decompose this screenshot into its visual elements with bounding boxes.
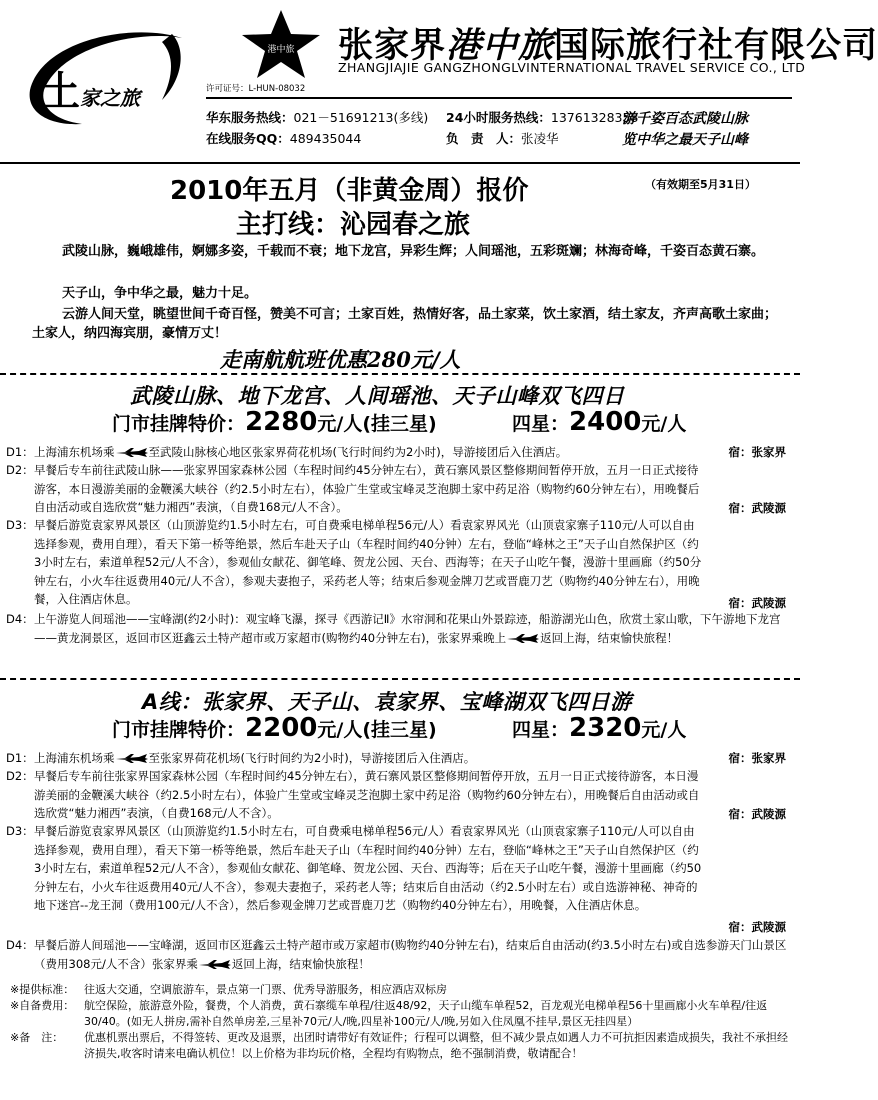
company-name-cn: 张家界港中旅国际旅行社有限公司: [338, 25, 878, 66]
star-logo: [238, 8, 324, 80]
note-self-paid: ※自备费用： 航空保险，旅游意外险，餐费，个人消费，黄石寨缆车单程/往返48/92，天子山缆车单程52，百龙观光电梯单程56十里画廊小火车单程/往返30/40。(如无人拼房,需补自然单房差,三星补70元/人/晚,四星补100元/人/晚,另如入住凤凰不挂早,景区无挂四星）: [10, 999, 768, 1028]
slogan-1: 游千姿百态武陵山脉: [622, 111, 748, 127]
intro-paragraph-2: 天子山，争中华之最，魅力十足。: [62, 286, 258, 301]
route2-day-2: D2： 早餐后专车前往张家界国家森林公园（车程时间约45分钟左右），黄石寨风景区整修期间暂停开放，五月一日正式接待游客，本日漫游美丽的金鞭溪大峡谷（约2.5小时左右），体验广生堂或宝峰灵芝泡脚土家中药足浴（购物约60分钟左右），用晚餐后自由活动或自选欣赏“魅力湘西”表演，（自费168元/人不含）。 宿：武陵源: [6, 769, 786, 821]
route2-price: 门市挂牌特价：2200元/人(挂三星): [112, 713, 437, 743]
route2-four-star-price: 四星：2320元/人: [512, 713, 687, 743]
online-qq: 在线服务QQ：489435044: [206, 131, 362, 146]
route1-day-4: D4： 上午游览人间瑶池——宝峰湖(约2小时)：观宝峰飞瀑，探寻《西游记Ⅱ》水帘洞和花果山外景踪迹，船游湖光山色，欣赏土家山歌，下午游地下龙宫——黄龙洞景区，返回市区逛鑫云土特产超市或万家超市(购物约40分钟左右)，张家界乘晚上 返回上海，结束愉快旅程！: [6, 612, 781, 645]
intro-paragraph-1: 武陵山脉，巍峨雄伟，婀娜多姿，千载而不衰；地下龙宫，异彩生辉；人间瑶池，五彩斑斓；林海奇峰，千姿百态黄石寨。: [62, 244, 765, 259]
route1-four-star-price: 四星：2400元/人: [512, 407, 687, 437]
star-logo-label: 港中旅: [267, 45, 295, 55]
airline-promo: 走南航航班优惠280元/人: [220, 347, 461, 372]
validity-note: （有效期至5月31日）: [645, 178, 756, 191]
intro-paragraph-3: 云游人间天堂，眺望世间千奇百怪，赞美不可言；土家百姓，热情好客，品土家菜，饮土家酒，结土家友，齐声高歌土家曲；土家人，纳四海宾朋，豪情万丈！: [32, 307, 778, 341]
top-divider: [0, 162, 800, 164]
featured-line-title: 主打线：沁园春之旅: [236, 210, 471, 240]
note-included: ※提供标准： 往返大交通，空调旅游车，景点第一门票、优秀导游服务，相应酒店双标房: [10, 983, 447, 996]
section-divider: [0, 678, 800, 680]
airplane-icon: [115, 447, 149, 458]
airplane-icon: [115, 753, 149, 764]
manager: 负 责 人：张凌华: [446, 131, 559, 146]
route2-day-4: D4： 早餐后游人间瑶池——宝峰湖，返回市区逛鑫云土特产超市或万家超市(购物约40分钟左右)，结束后自由活动(约3.5小时左右)或自选参游天门山景区（费用308元/人不含）张家界乘 返回上海，结束愉快旅程！: [6, 938, 787, 971]
route2-day-3: D3： 早餐后游览袁家界风景区（山顶游览约1.5小时左右，可自费乘电梯单程56元/人）看袁家界风光（山顶袁家寨子110元/人可以自由选择参观，费用自理），看天下第一桥等绝景，然后车赴天子山（车程时间约40分钟）左右，登临“峰林之王”天子山自然保护区（约3小时左右，索道单程52元/人不含），参观仙女献花、御笔峰、贺龙公园、天台、西海等；后在天子山吃午餐，漫游十里画廊（约50分钟左右，小火车往返费用40元/人不含），参观夫妻抱子，采药老人等；结束后自由活动（约2.5小时左右）或自选游神秘、神奇的地下迷宫--龙王洞（费用100元/人不含），然后参观金牌刀艺或晋鹿刀艺（购物约40分钟左右），用晚餐，入住酒店休息。 宿：武陵源: [6, 824, 786, 934]
slogan-2: 览中华之最天子山峰: [622, 132, 748, 148]
company-name-en: ZHANGJIAJIE GANGZHONGLVINTERNATIONAL TRAVEL SERVICE CO., LTD: [338, 60, 806, 75]
route2-title: A线：张家界、天子山、袁家界、宝峰湖双飞四日游: [142, 690, 632, 714]
header-divider: [206, 97, 792, 99]
east-china-hotline: 华东服务热线：021－51691213(多线): [206, 110, 429, 125]
route1-day-2: D2： 早餐后专车前往武陵山脉——张家界国家森林公园（车程时间约45分钟左右），黄石寨风景区整修期间暂停开放，五月一日正式接待游客，本日漫游美丽的金鞭溪大峡谷（约2.5小时左右），体验广生堂或宝峰灵芝泡脚土家中药足浴（购物约60分钟左右），用晚餐后自由活动或自选欣赏“魅力湘西”表演，（自费168元/人不含）。 宿：武陵源: [6, 463, 786, 515]
company-logo-text: 土家之旅: [40, 68, 140, 115]
route1-title: 武陵山脉、地下龙宫、人间瑶池、天子山峰双飞四日: [130, 384, 625, 408]
page-title: 2010年五月（非黄金周）报价: [170, 176, 529, 206]
license-number: 许可证号：L-HUN-08032: [206, 84, 306, 94]
terms-notes: [10, 982, 790, 1062]
note-remarks: ※备 注： 优惠机票出票后，不得签转、更改及退票，出团时请带好有效证件；行程可以调整，但不减少景点如遇人力不可抗拒因素造成损失，我社不承担经济损失,收客时请来电确认机位！以上价格为非均玩价格，全程均有购物点，绝不强制消费，敬请配合！: [10, 1031, 788, 1060]
24h-hotline: 24小时服务热线：13761328358: [446, 110, 639, 125]
route1-day-3: D3： 早餐后游览袁家界风景区（山顶游览约1.5小时左右，可自费乘电梯单程56元/人）看袁家界风光（山顶袁家寨子110元/人可以自由选择参观，费用自理），看天下第一桥等绝景，然后车赴天子山（车程时间约40分钟）左右，登临“峰林之王”天子山自然保护区（约3小时左右，索道单程52元/人不含），参观仙女献花、御笔峰、贺龙公园、天台、西海等；在天子山吃午餐，漫游十里画廊（约50分钟左右，小火车往返费用40元/人不含），参观夫妻抱子，采药老人等；结束后参观金牌刀艺或晋鹿刀艺（购物约40分钟左右），用晚餐，入住酒店休息。 宿：武陵源: [6, 518, 786, 610]
airplane-icon: [506, 633, 540, 644]
route1-day-1: D1： 上海浦东机场乘 至武陵山脉核心地区张家界荷花机场(飞行时间约为2小时)，导游接团后入住酒店。 宿：张家界: [6, 445, 786, 459]
route2-day-1: D1： 上海浦东机场乘 至张家界荷花机场(飞行时间约为2小时)，导游接团后入住酒店。 宿：张家界: [6, 751, 786, 765]
route1-price: 门市挂牌特价：2280元/人(挂三星): [112, 407, 437, 437]
section-divider: [0, 373, 800, 375]
airplane-icon: [198, 959, 232, 970]
